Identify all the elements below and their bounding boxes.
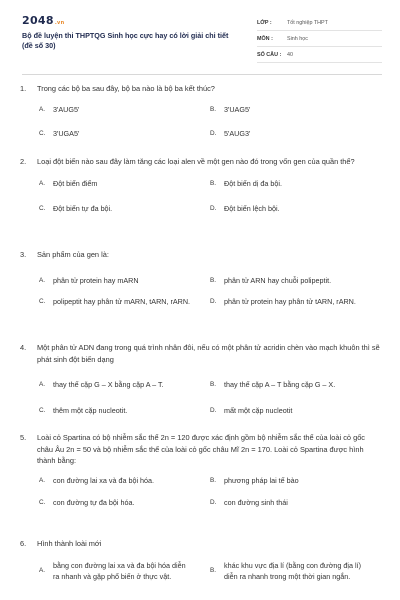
option-letter: B. — [210, 476, 217, 484]
option-text: phân tử protein hay mARN — [53, 275, 139, 285]
question-stem — [20, 156, 382, 168]
option-text: Đột biến lệch bội. — [224, 203, 280, 213]
option-text: con đường sinh thái — [224, 497, 288, 507]
question-number: 3. — [20, 250, 27, 259]
option-b[interactable] — [210, 379, 335, 390]
option-b[interactable] — [210, 275, 331, 286]
option-text: Đột biến dị đa bội. — [224, 178, 282, 188]
question-6 — [20, 538, 382, 581]
option-b[interactable] — [210, 475, 299, 486]
option-a[interactable] — [39, 379, 164, 390]
option-a[interactable] — [39, 178, 97, 189]
option-a[interactable] — [39, 104, 79, 115]
option-text: mất một cặp nucleotit — [224, 406, 293, 415]
option-letter: C. — [39, 297, 46, 305]
option-text: khác khu vực địa lí (bằng con đường địa lí) diễn ra nhanh trong một thời gian ngắn. — [224, 560, 361, 581]
question-number: 2. — [20, 157, 27, 166]
option-letter: D. — [210, 204, 217, 212]
meta-value: 40 — [287, 51, 293, 58]
option-text: phân tử protein hay phân tử tARN, rARN. — [224, 296, 356, 306]
option-c[interactable] — [39, 497, 134, 508]
option-letter: A. — [39, 179, 46, 187]
option-b[interactable] — [210, 178, 282, 189]
logo-suffix: .vn — [54, 20, 65, 26]
option-letter: B. — [210, 276, 217, 284]
meta-row-subject — [257, 31, 382, 47]
question-stem — [20, 342, 382, 365]
option-d[interactable] — [210, 203, 280, 214]
option-text: phân tử ARN hay chuỗi polipeptit. — [224, 275, 332, 285]
option-text: Đột biến tự đa bội. — [53, 203, 113, 213]
option-letter: B. — [210, 381, 217, 388]
option-a[interactable] — [39, 475, 154, 486]
question-text: Trong các bộ ba sau đây, bộ ba nào là bộ ba kết thúc? — [37, 84, 215, 93]
option-c[interactable] — [39, 296, 191, 307]
option-text: polipeptit hay phân tử mARN, tARN, rARN. — [53, 296, 191, 306]
question-number: 1. — [20, 84, 27, 93]
meta-value: Tốt nghiệp THPT — [287, 19, 328, 26]
option-letter: A. — [39, 381, 46, 388]
meta-value: Sinh học — [287, 35, 308, 42]
option-text: 3'AUG5' — [53, 104, 80, 114]
option-letter: D. — [210, 297, 217, 305]
question-3 — [20, 249, 382, 306]
option-text: thay thế cặp A – T bằng cặp G – X. — [224, 380, 336, 389]
question-number: 4. — [20, 343, 27, 352]
option-c[interactable] — [39, 203, 112, 214]
option-a[interactable] — [39, 560, 189, 582]
option-letter: D. — [210, 407, 217, 414]
question-stem — [20, 249, 382, 261]
option-c[interactable] — [39, 405, 127, 416]
option-d[interactable] — [210, 128, 250, 139]
document-meta — [257, 15, 382, 63]
question-1 — [20, 83, 382, 138]
option-c[interactable] — [39, 128, 79, 139]
meta-row-count — [257, 47, 382, 63]
option-text: con đường tự đa bội hóa. — [53, 497, 135, 507]
question-text: Loại đột biến nào sau đây làm tăng các loại alen về một gen nào đó trong vốn gen của quần thể? — [37, 157, 355, 166]
option-d[interactable] — [210, 405, 292, 416]
option-letter: A. — [39, 476, 46, 484]
option-letter: C. — [39, 204, 46, 212]
option-text: 3'UGA5' — [53, 128, 80, 138]
option-letter: D. — [210, 498, 217, 506]
question-2 — [20, 156, 382, 213]
option-text: 3'UAG5' — [224, 104, 251, 114]
option-letter: B. — [210, 567, 217, 574]
document-title: Bộ đề luyện thi THPTQG Sinh học cực hay có lời giải chi tiết (đề số 30) — [22, 31, 229, 50]
option-letter: B. — [210, 105, 217, 113]
meta-label: SỐ CÂU : — [257, 51, 282, 58]
option-letter: A. — [39, 276, 46, 284]
option-letter: A. — [39, 567, 46, 574]
option-letter: D. — [210, 129, 217, 137]
option-d[interactable] — [210, 497, 288, 508]
site-logo[interactable] — [22, 14, 64, 27]
meta-label: LỚP : — [257, 19, 272, 26]
option-b[interactable] — [210, 104, 250, 115]
option-text: bằng con đường lai xa và đa bội hóa diễn ra nhanh và gặp phổ biến ở thực vật. — [53, 560, 186, 581]
question-stem — [20, 83, 382, 95]
question-text: Loài cỏ Spartina có bộ nhiễm sắc thể 2n = 120 được xác định gồm bộ nhiễm sắc thể của loài cỏ gốc châu Âu 2n = 50 và bộ nhiễm sắc thể của loài cỏ gốc châu Mĩ 2n = 170. Loài cỏ Spartina được hình thành bằng: — [37, 433, 365, 465]
question-stem — [20, 538, 382, 550]
question-text: Hình thành loài mới — [37, 539, 102, 548]
question-text: Sản phẩm của gen là: — [37, 250, 109, 259]
option-text: thay thế cặp G – X bằng cặp A – T. — [53, 380, 164, 389]
option-letter: A. — [39, 105, 46, 113]
option-letter: C. — [39, 498, 46, 506]
option-letter: C. — [39, 129, 46, 137]
option-d[interactable] — [210, 296, 370, 307]
meta-row-grade — [257, 15, 382, 31]
option-text: 5'AUG3' — [224, 128, 251, 138]
option-letter: B. — [210, 179, 217, 187]
header-divider — [22, 74, 382, 75]
option-text: thêm một cặp nucleotit. — [53, 406, 128, 415]
question-number: 5. — [20, 433, 27, 442]
question-number: 6. — [20, 539, 27, 548]
option-text: con đường lai xa và đa bội hóa. — [53, 475, 155, 485]
logo-main: 2048 — [22, 14, 54, 27]
question-4 — [20, 342, 382, 415]
question-stem — [20, 432, 382, 467]
option-a[interactable] — [39, 275, 139, 286]
question-5 — [20, 432, 382, 507]
option-letter: C. — [39, 407, 46, 414]
option-text: Đột biến điểm — [53, 178, 98, 188]
option-b[interactable] — [210, 560, 370, 582]
option-text: phương pháp lai tế bào — [224, 475, 299, 485]
question-text: Một phân tử ADN đang trong quá trình nhân đôi, nếu có một phân tử acridin chèn vào mạch khuôn thì sẽ phát sinh đột biến dạng — [37, 343, 380, 364]
document-header — [22, 14, 382, 72]
meta-label: MÔN : — [257, 35, 273, 42]
